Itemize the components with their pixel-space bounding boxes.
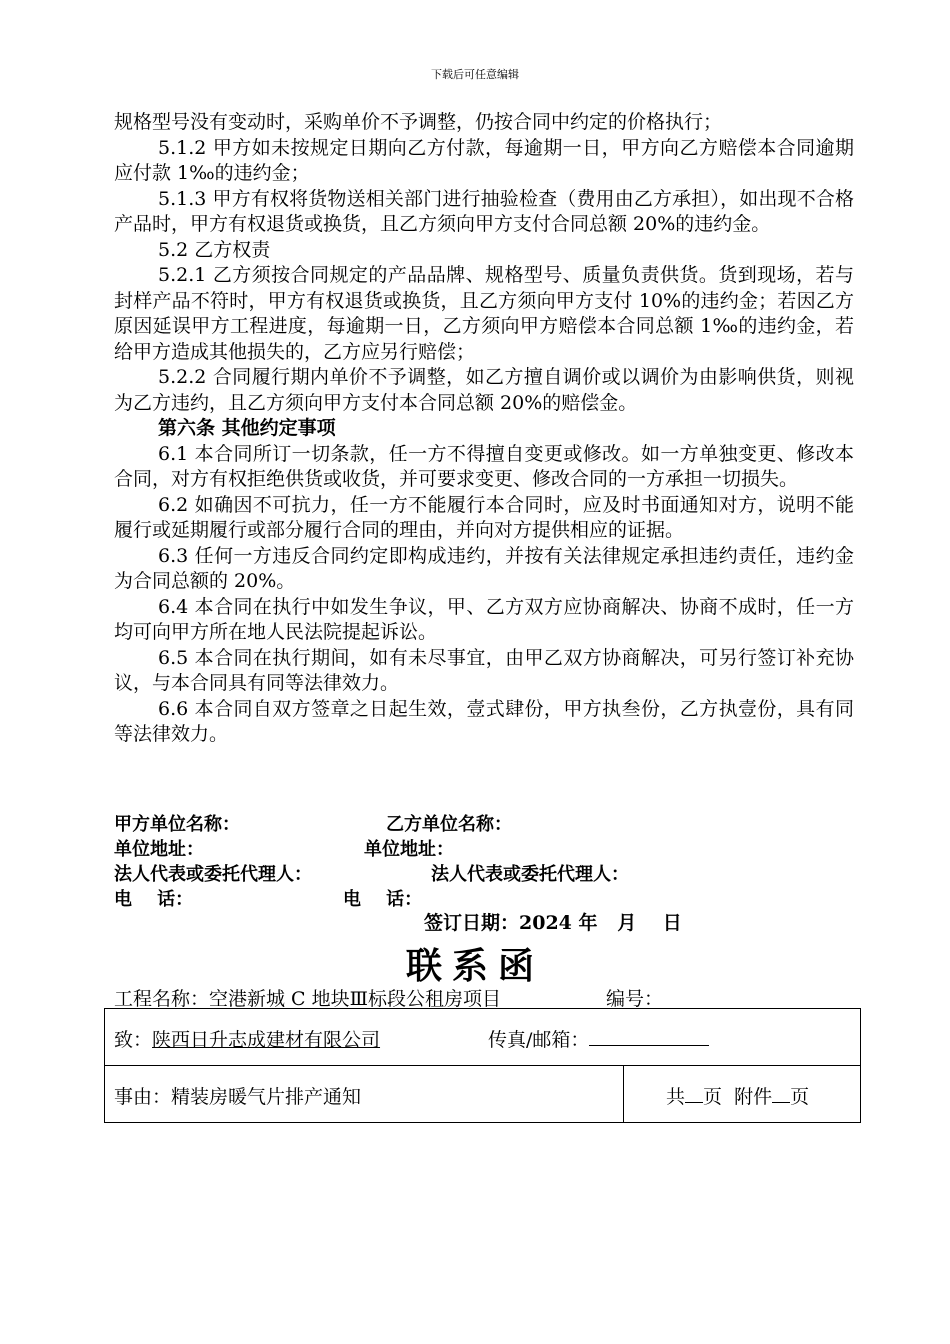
paragraph: 5.1.2 甲方如未按规定日期向乙方付款，每逾期一日，甲方向乙方赔偿本合同逾期应付款 1‰的违约金； — [114, 136, 854, 184]
header-note: 下载后可任意编辑 — [431, 68, 519, 81]
paragraph: 规格型号没有变动时，采购单价不予调整，仍按合同中约定的价格执行； — [114, 111, 723, 133]
number-label: 编号： — [606, 988, 664, 1010]
article-heading: 第六条 其他约定事项 — [158, 417, 336, 439]
pages-prefix: 共 — [666, 1086, 686, 1108]
paragraph: 6.3 任何一方违反合同约定即构成违约，并按有关法律规定承担违约责任，违约金为合同总额的 20%。 — [114, 544, 854, 592]
paragraph: 6.4 本合同在执行中如发生争议，甲、乙方双方应协商解决、协商不成时，任一方均可向甲方所在地人民法院提起诉讼。 — [114, 595, 854, 643]
party-a-phone-label: 电 话： — [114, 889, 194, 910]
paragraph: 5.2.2 合同履行期内单价不予调整，如乙方擅自调价或以调价为由影响供货，则视为乙方违约，且乙方须向甲方支付本合同总额 20%的赔偿金。 — [114, 366, 854, 414]
paragraph: 5.1.3 甲方有权将货物送相关部门进行抽验检查（费用由乙方承担），如出现不合格产品时，甲方有权退货或换货，且乙方须向甲方支付合同总额 20%的违约金。 — [114, 187, 854, 235]
attachment-blank — [772, 1086, 790, 1103]
paragraph: 6.6 本合同自双方签章之日起生效，壹式肆份，甲方执叁份，乙方执壹份，具有同等法律效力。 — [114, 697, 854, 745]
letter-title: 联系函 — [405, 945, 544, 987]
section-heading: 5.2 乙方权责 — [158, 238, 271, 261]
fax-cell — [488, 1025, 709, 1052]
fax-blank — [589, 1027, 709, 1046]
pages-cell — [666, 1082, 809, 1109]
party-b-rep-label: 法人代表或委托代理人： — [431, 864, 629, 885]
party-a-rep-label: 法人代表或委托代理人： — [114, 864, 312, 885]
project-line — [114, 984, 664, 1011]
signature-block — [114, 810, 854, 910]
paragraph: 6.2 如确因不可抗力，任一方不能履行本合同时，应及时书面通知对方，说明不能履行或延期履行或部分履行合同的理由，并向对方提供相应的证据。 — [114, 493, 854, 541]
cell-divider — [623, 1065, 624, 1123]
recipient-cell — [114, 1025, 380, 1052]
party-b-phone-label: 电 话： — [343, 889, 423, 910]
project-name-label: 工程名称：空港新城 C 地块Ⅲ标段公租房项目 — [114, 988, 501, 1010]
paragraph: 6.1 本合同所订一切条款，任一方不得擅自变更或修改。如一方单独变更、修改本合同，对方有权拒绝供货或收货，并可要求变更、修改合同的一方承担一切损失。 — [114, 442, 854, 490]
recipient-company: 陕西日升志成建材有限公司 — [152, 1029, 381, 1051]
fax-label: 传真/邮箱： — [488, 1029, 590, 1051]
party-b-address-label: 单位地址： — [364, 839, 454, 860]
paragraph: 6.5 本合同在执行期间，如有未尽事宜，由甲乙双方协商解决，可另行签订补充协议，与本合同具有同等法律效力。 — [114, 646, 854, 694]
party-a-address-label: 单位地址： — [114, 839, 204, 860]
pages-middle: 页 附件 — [703, 1086, 773, 1108]
pages-blank — [685, 1086, 703, 1103]
pages-suffix: 页 — [790, 1086, 810, 1108]
sign-date: 签订日期：2024 年 月 日 — [424, 912, 682, 934]
subject-text: 事由：精装房暖气片排产通知 — [114, 1086, 362, 1108]
party-b-name-label: 乙方单位名称： — [386, 814, 512, 835]
paragraph: 5.2.1 乙方须按合同规定的产品品牌、规格型号、质量负责供货。货到现场，若与封样产品不符时，甲方有权退货或换货，且乙方须向甲方支付 10%的违约金；若因乙方原因延误甲方工程进度，每逾期一日，乙方须向甲方赔偿本合同总额 1‰的违约金，若给甲方造成其他损失的，乙方应另行赔偿； — [114, 264, 854, 363]
contract-body — [114, 110, 854, 748]
to-label: 致： — [114, 1029, 153, 1051]
party-a-name-label: 甲方单位名称： — [114, 814, 240, 835]
